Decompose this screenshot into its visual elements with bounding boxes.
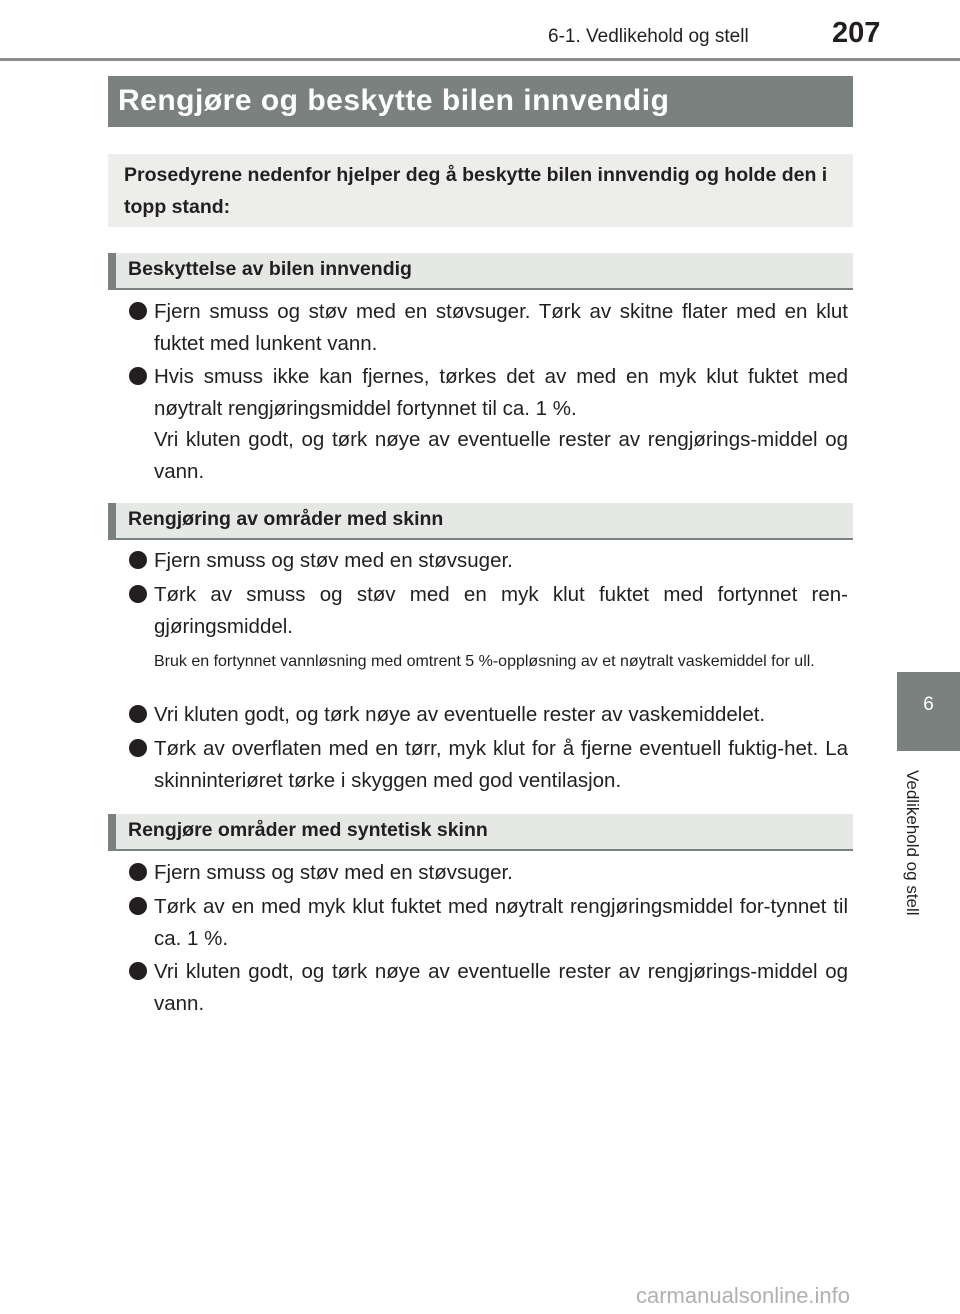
section-heading-bar [108,253,853,290]
bullet-icon [129,962,147,980]
list-item [128,579,848,642]
list-item-text: Fjern smuss og støv med en støvsuger. [154,549,513,572]
list-item-continuation: Vri kluten godt, og tørk nøye av eventuelle rester av rengjørings-middel og vann. [154,428,848,483]
intro-text: Prosedyrene nedenfor hjelper deg å beskytte bilen innvendig og holde den i topp stand: [124,164,828,218]
list-item-text: Hvis smuss ikke kan fjernes, tørkes det av med en myk klut fuktet med nøytralt rengjøringsmiddel fortynnet til ca. 1 %. [154,365,848,420]
page-title: Rengjøre og beskytte bilen innvendig [118,84,670,117]
section-heading: Rengjøre områder med syntetisk skinn [128,819,488,841]
list-item-text: Tørk av overflaten med en tørr, myk klut for å fjerne eventuell fuktig-het. La skinninteriøret tørke i skyggen med god ventilasjon. [154,737,848,792]
list-item [128,545,848,577]
note-text: Bruk en fortynnet vannløsning med omtrent 5 %-oppløsning av et nøytralt vaskemiddel for ull. [154,653,815,670]
bullet-icon [129,863,147,881]
list-item-text: Tørk av smuss og støv med en myk klut fuktet med fortynnet ren-gjøringsmiddel. [154,583,848,638]
list-item [128,699,848,731]
list-item [128,296,848,359]
header-section-title: 6-1. Vedlikehold og stell [548,26,749,47]
section-heading-bar [108,503,853,540]
list-item [128,956,848,1019]
bullet-icon [129,585,147,603]
list-item [128,857,848,889]
section-heading: Rengjøring av områder med skinn [128,508,444,530]
bullet-icon [129,739,147,757]
list-item-text: Vri kluten godt, og tørk nøye av eventuelle rester av vaskemiddelet. [154,703,766,726]
chapter-side-label-text: Vedlikehold og stell [903,770,922,916]
list-item [128,733,848,796]
bullet-icon [129,897,147,915]
page-title-bar [108,76,853,127]
chapter-tab [897,672,960,751]
chapter-side-label [901,770,931,940]
list-item-text: Fjern smuss og støv med en støvsuger. [154,861,513,884]
bullet-icon [129,705,147,723]
bullet-icon [129,302,147,320]
list-item-text: Vri kluten godt, og tørk nøye av eventuelle rester av rengjørings-middel og vann. [154,960,848,1015]
list-item-text: Tørk av en med myk klut fuktet med nøytralt rengjøringsmiddel for-tynnet til ca. 1 %. [154,895,848,950]
chapter-number: 6 [923,694,934,715]
list-item [128,361,848,487]
header-divider [0,58,960,61]
page-number: 207 [832,17,881,49]
bullet-icon [129,551,147,569]
section-heading-bar [108,814,853,851]
watermark: carmanualsonline.info [636,1283,851,1308]
section-heading: Beskyttelse av bilen innvendig [128,258,412,280]
list-item [128,891,848,954]
list-item-text: Fjern smuss og støv med en støvsuger. Tørk av skitne flater med en klut fuktet med lunkent vann. [154,300,848,355]
intro-box [108,154,853,227]
bullet-icon [129,367,147,385]
